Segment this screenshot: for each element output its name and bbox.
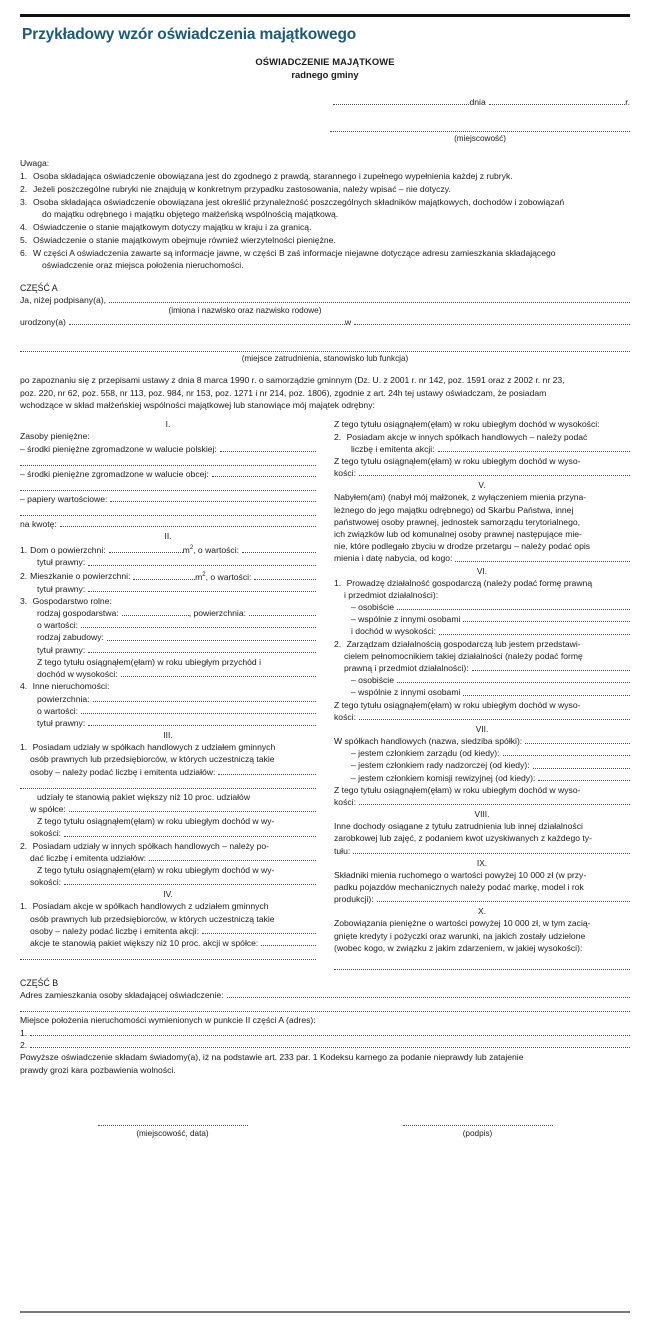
liabilities-line-2: gnięte kredyty i pożyczki oraz warunki, na jakich zostały udzielone — [334, 930, 586, 941]
stocks-item-2-income-label: kości: — [334, 468, 356, 479]
shares-item-2-line-2: dać liczbę i emitenta udziałów: — [30, 852, 147, 863]
amount-input-line[interactable] — [60, 518, 316, 527]
farm-buildings-label: rodzaj zabudowy: — [37, 632, 104, 643]
place-caption: (miejscowość) — [454, 134, 506, 144]
business-income-input-line[interactable] — [439, 626, 630, 635]
farm-buildings-input-line[interactable] — [107, 632, 316, 641]
other-income-input-line[interactable] — [353, 845, 630, 854]
board-member-label: – jestem członkiem zarządu (od kiedy): — [351, 748, 500, 759]
liabilities-input-line[interactable] — [334, 960, 630, 970]
address-row — [20, 989, 630, 1001]
shares-item-2-income-label: sokości: — [30, 877, 62, 888]
note-item — [20, 234, 630, 246]
business-item-1-line-2: i przedmiot działalności): — [344, 589, 439, 600]
shares-item-1-row — [20, 741, 316, 753]
shares-company-row — [20, 803, 316, 815]
acquisition-line-1: Nabyłem(am) (nabył mój małżonek, z wyłączeniem mienia przyna- — [334, 492, 587, 503]
business-mgmt-input-line[interactable] — [472, 662, 630, 671]
cash-foreign-label: – środki pieniężne zgromadzone w walucie obcej: — [20, 468, 209, 479]
stocks-item-2-line-1: Posiadam akcje w innych spółkach handlowych – należy podać — [346, 431, 588, 442]
section-I-line-3 — [20, 493, 316, 505]
employment-input-line[interactable] — [20, 342, 630, 352]
place-row — [330, 122, 630, 143]
signature-block — [20, 1116, 630, 1138]
business-item-2-line-3: prawną i przedmiot działalności): — [344, 662, 469, 673]
stocks-issuer-input-line[interactable] — [202, 925, 316, 934]
audit-member-input-line[interactable] — [538, 772, 630, 781]
note-text — [33, 247, 630, 272]
stocks-item-1-line-3-row — [20, 925, 316, 937]
form-heading-sub: radnego gminy — [291, 69, 359, 80]
name-caption: (imiona i nazwisko oraz nazwisko rodowe) — [168, 306, 322, 316]
flat-unit: $m^2$, o wartości: — [195, 571, 252, 582]
other-income-label: tułu: — [334, 845, 351, 856]
other-area-row — [20, 693, 316, 705]
business-mgmt-jointly-row — [334, 686, 630, 698]
note-text: Oświadczenie o stanie majątkowym dotyczy majątku w kraju i za granicą. — [33, 222, 312, 233]
stocks-item-1-row — [20, 900, 316, 912]
undersigned-row — [20, 294, 630, 306]
signature-place-date — [20, 1116, 325, 1138]
acquisition-line-6: mienia i datę nabycia, od kogo: — [334, 553, 453, 564]
shares-income-label: sokości: — [30, 828, 62, 839]
form-heading-main: OŚWIADCZENIE MAJĄTKOWE — [255, 56, 395, 67]
other-title-input-line[interactable] — [88, 717, 316, 726]
place-name-input-line[interactable] — [330, 122, 630, 132]
shares-item-1-line-4: udziały te stanowią pakiet większy niż 10 proc. udziałów — [37, 791, 251, 802]
business-mgmt-personally-label: – osobiście — [351, 675, 394, 686]
supervisory-member-row — [334, 759, 630, 771]
business-income-row — [334, 625, 630, 637]
board-member-input-line[interactable] — [503, 747, 630, 756]
movables-line-1: Składniki mienia ruchomego o wartości powyżej 10 000 zł (w przy- — [334, 869, 587, 880]
business-item-2-row — [334, 638, 630, 650]
shares-issuer-input-line-2[interactable] — [20, 779, 316, 789]
house-area-input-line[interactable] — [109, 544, 183, 553]
note-text: Oświadczenie o stanie majątkowym obejmuje również wierzytelności pieniężne. — [33, 235, 336, 246]
note-text: Osoba składająca oświadczenie obowiązana jest do zgodnego z prawdą, starannego i zupełnego wypełnienia każdej z rubryk. — [33, 171, 513, 182]
stocks-item-2-number: 2. — [334, 431, 342, 442]
stocks-item-2-income-row — [334, 467, 630, 479]
part-b-block — [20, 978, 630, 1076]
note-text-line2: do majątku odrębnego i majątku objętego małżeńską wspólnością majątkową. — [42, 209, 339, 220]
section-I-numeral: I. — [165, 419, 171, 430]
cash-pln-input-line[interactable] — [220, 443, 316, 452]
flat-title-label: tytuł prawny: — [37, 583, 86, 594]
business-item-2-line-2: cielem pełnomocnikiem takiej działalności (należy podać formę — [344, 650, 583, 661]
note-number: 5. — [20, 235, 28, 246]
section-IV-numeral: IV. — [163, 889, 173, 900]
note-text-line2: oświadczenie oraz miejsca położenia nieruchomości. — [42, 260, 244, 271]
shares-item-1-line-3: osoby – należy podać liczbę i emitenta udziałów: — [30, 766, 216, 777]
acquisition-line-5: nie, które podlegało zbyciu w drodze przetargu – należy podać opis — [334, 541, 591, 552]
location-number-2: 2. — [20, 1039, 28, 1050]
statute-line-3: wchodzące w skład małżeńskiej wspólności majątkowej lub stanowiące mój majątek odrębny: — [20, 400, 375, 411]
year-suffix: r. — [625, 97, 630, 107]
note-number: 3. — [20, 196, 28, 207]
page-title: Przykładowy wzór oświadczenia majątkowego — [22, 26, 357, 43]
farm-income-line-1: Z tego tytułu osiągnąłem(ęłam) w roku ubiegłym przychód i — [37, 656, 262, 667]
stocks-item-2-income-line-1: Z tego tytułu osiągnąłem(ęłam) w roku ubiegłym dochód w wyso- — [334, 455, 581, 466]
house-row — [20, 542, 316, 556]
note-number: 2. — [20, 184, 28, 194]
statute-line-1: po zapoznaniu się z przepisami ustawy z dnia 8 marca 1990 r. o samorządzie gminnym (Dz. U. z 2001 r. nr 142, poz. 1591 oraz z 2002 r. nr 23, — [20, 375, 565, 386]
business-item-2-line-1: Zarządzam działalnością gospodarczą lub jestem przedstawi- — [346, 638, 581, 649]
flat-title-row — [20, 583, 316, 595]
other-property-number: 4. — [20, 681, 28, 692]
shares-item-2-row — [20, 840, 316, 852]
statute-line-2: poz. 220, nr 62, poz. 558, nr 113, poz. 984, nr 153, poz. 1271 i nr 214, poz. 1806), zgodnie z art. 24h tej ustawy oświadczam, że posiadam — [20, 387, 547, 398]
shares-issuer-input-line[interactable] — [218, 766, 316, 775]
business-jointly-label: – wspólnie z innymi osobami — [351, 614, 461, 625]
flat-number: 2. — [20, 571, 28, 582]
stocks-item-2-line-2-row — [334, 443, 630, 455]
acquisition-input-line[interactable] — [455, 553, 630, 562]
location-row-1 — [20, 1027, 630, 1039]
farm-buildings-row — [20, 631, 316, 643]
date-place-block — [20, 96, 630, 143]
stocks-item-1-line-2: osób prawnych lub przedsiębiorców, w których uczestniczą takie — [30, 913, 275, 924]
other-shares-income-input-line[interactable] — [64, 876, 316, 885]
section-I-heading: Zasoby pieniężne: — [20, 431, 90, 442]
other-income-line-1: Inne dochody osiągane z tytułu zatrudnienia lub innej działalności — [334, 821, 583, 832]
other-stocks-issuer-input-line[interactable] — [438, 443, 630, 452]
birthplace-input-line[interactable] — [354, 316, 630, 325]
stocks-item-1-line-1: Posiadam akcje w spółkach handlowych z udziałem gminnych — [32, 901, 269, 912]
house-title-label: tytuł prawny: — [37, 557, 86, 568]
business-jointly-row — [334, 613, 630, 625]
note-number: 4. — [20, 222, 28, 233]
companies-input-line[interactable] — [525, 735, 630, 744]
farm-value-label: o wartości: — [37, 620, 79, 631]
companies-income-input-line[interactable] — [359, 796, 630, 805]
shares-company-input-line[interactable] — [69, 803, 316, 812]
document-page — [0, 14, 650, 1323]
business-mgmt-jointly-input-line[interactable] — [463, 687, 630, 696]
note-text-line1: Osoba składająca oświadczenie obowiązana jest określić przynależność poszczególnych składników majątkowych, dochodów i zobowiązań — [33, 196, 565, 207]
other-value-label: o wartości: — [37, 705, 79, 716]
note-number: 1. — [20, 171, 28, 182]
section-I-line-4 — [20, 518, 316, 530]
other-shares-issuer-input-line[interactable] — [149, 852, 316, 861]
cash-pln-input-line-2[interactable] — [20, 456, 316, 466]
house-number: 1. — [20, 545, 28, 556]
liabilities-line-1: Zobowiązania pieniężne o wartości powyżej 10 000 zł, w tym zacią- — [334, 918, 591, 929]
stocks-item-2-line-2: liczbę i emitenta akcji: — [351, 443, 435, 454]
other-area-input-line[interactable] — [93, 693, 316, 702]
stocks-item-1-line-3: osoby – należy podać liczbę i emitenta akcji: — [30, 925, 200, 936]
movables-label: produkcji): — [334, 894, 374, 905]
shares-item-1-line-2: osób prawnych lub przedsiębiorców, w których uczestniczą takie — [30, 754, 275, 765]
address-label: Adres zamieszkania osoby składającej oświadczenie: — [20, 990, 224, 1001]
flat-row — [20, 569, 316, 583]
place-input-line[interactable] — [333, 96, 469, 105]
house-title-input-line[interactable] — [88, 557, 316, 566]
shares-item-1-number: 1. — [20, 742, 28, 753]
section-III-numeral: III. — [163, 730, 173, 741]
cash-foreign-input-line[interactable] — [212, 468, 316, 477]
note-item — [20, 196, 630, 221]
notes-block — [20, 157, 630, 272]
house-title-row — [20, 556, 316, 568]
section-VIII-numeral: VIII. — [474, 809, 490, 820]
audit-member-row — [334, 772, 630, 784]
other-value-input-line[interactable] — [81, 705, 316, 714]
flat-label: Mieszkanie o powierzchni: — [30, 571, 131, 582]
other-title-row — [20, 717, 316, 729]
born-label: urodzony(a) — [20, 317, 66, 328]
shares-item-1-line-3-row — [20, 766, 316, 778]
house-value-input-line[interactable] — [242, 544, 316, 553]
other-value-row — [20, 705, 316, 717]
shares-item-2-income-row — [20, 876, 316, 888]
shares-income-line-1: Z tego tytułu osiągnąłem(ęłam) w roku ubiegłym dochód w wy- — [37, 816, 275, 827]
shares-item-1-line-1: Posiadam udziały w spółkach handlowych z udziałem gminnych — [32, 742, 276, 753]
board-member-row — [334, 747, 630, 759]
business-mgmt-personally-input-line[interactable] — [397, 674, 630, 683]
companies-row — [334, 735, 630, 747]
section-IX-numeral: IX. — [476, 857, 488, 868]
name-input-line[interactable] — [109, 294, 630, 303]
other-income-line-2: zarobkowej lub zajęć, z podaniem kwot uzyskiwanych z każdego ty- — [334, 833, 592, 844]
farm-income-label: dochód w wysokości: — [37, 669, 118, 680]
companies-label: W spółkach handlowych (nazwa, siedziba spółki): — [334, 736, 523, 746]
note-text-line1: W części A oświadczenia zawarte są informacje jawne, w części B zaś informacje niejawne dotyczące adresu zamieszkania składającego — [33, 248, 556, 259]
securities-input-line-2[interactable] — [20, 506, 316, 516]
location-input-line-2[interactable] — [30, 1039, 630, 1048]
other-income-row — [334, 845, 630, 857]
part-b-label: CZĘŚĆ B — [20, 978, 59, 989]
stocks-item-1-line-4-row — [20, 937, 316, 949]
cash-pln-label: – środki pieniężne zgromadzone w walucie polskiej: — [20, 443, 217, 454]
other-property-heading-row — [20, 680, 316, 692]
note-item — [20, 183, 630, 195]
farm-title-input-line[interactable] — [88, 644, 316, 653]
business-personally-row — [334, 601, 630, 613]
note-text: Jeżeli poszczególne rubryki nie znajdują w konkretnym przypadku zastosowania, należy wpisać – nie dotyczy. — [33, 184, 451, 194]
location-row-2 — [20, 1039, 630, 1051]
date-input-line[interactable] — [489, 96, 625, 105]
bottom-rule — [20, 1311, 630, 1313]
shares-item-2-line-2-row — [20, 852, 316, 864]
top-rule — [20, 14, 630, 17]
signature-input-line[interactable] — [403, 1116, 553, 1126]
business-jointly-input-line[interactable] — [463, 613, 630, 622]
note-number: 6. — [20, 248, 28, 259]
place-date-input-line[interactable] — [98, 1116, 248, 1126]
business-tail-row — [334, 711, 630, 723]
right-column — [326, 418, 630, 972]
section-I-line-1 — [20, 443, 316, 455]
business-personally-label: – osobiście — [351, 601, 394, 612]
stocks-packet-input-line[interactable] — [261, 937, 316, 946]
signature-signature — [325, 1116, 630, 1138]
movables-line-2: padku pojazdów mechanicznych należy podać markę, model i rok — [334, 882, 584, 893]
other-area-label: powierzchnia: — [37, 693, 90, 704]
note-item — [20, 170, 630, 182]
notes-label: Uwaga: — [20, 158, 50, 169]
stocks-income-header: Z tego tytułu osiągnąłem(ęłam) w roku ubiegłym dochód w wysokości: — [334, 419, 600, 430]
shares-item-2-income-line-1: Z tego tytułu osiągnąłem(ęłam) w roku ubiegłym dochód w wy- — [37, 864, 275, 875]
farm-label: Gospodarstwo rolne: — [32, 595, 112, 606]
farm-income-input-line[interactable] — [121, 668, 316, 677]
cash-foreign-input-line-2[interactable] — [20, 481, 316, 491]
business-personally-input-line[interactable] — [397, 601, 630, 610]
business-item-1-line-1: Prowadzę działalność gospodarczą (należy podać formę prawną — [346, 577, 593, 588]
movables-input-line[interactable] — [377, 893, 630, 902]
stocks-packet-input-line-2[interactable] — [20, 950, 316, 960]
section-I-line-2 — [20, 468, 316, 480]
movables-row — [334, 893, 630, 905]
place-date-caption: (miejscowość, data) — [136, 1128, 209, 1138]
note-item — [20, 247, 630, 272]
farm-value-row — [20, 619, 316, 631]
business-mgmt-personally-row — [334, 674, 630, 686]
address-input-line-2[interactable] — [20, 1002, 630, 1012]
business-item-1-number: 1. — [334, 577, 342, 588]
section-VII-numeral: VII. — [475, 724, 489, 734]
business-tail-input-line[interactable] — [359, 711, 630, 720]
farm-type-row — [20, 607, 316, 619]
section-II-numeral: II. — [164, 531, 172, 542]
birthdate-input-line[interactable] — [69, 316, 345, 325]
part-a-label: CZĘŚĆ A — [20, 282, 58, 293]
flat-value-input-line[interactable] — [254, 571, 316, 580]
other-stocks-income-input-line[interactable] — [359, 467, 630, 476]
section-X-numeral: X. — [478, 906, 486, 917]
business-item-1-row — [334, 577, 630, 589]
business-item-2-line-3-row — [334, 662, 630, 674]
business-mgmt-jointly-label: – wspólnie z innymi osobami — [351, 687, 461, 698]
born-row — [20, 316, 630, 328]
amount-label: na kwotę: — [20, 519, 57, 530]
section-V-numeral: V. — [478, 480, 486, 491]
shares-company-label: w spółce: — [30, 803, 66, 814]
signature-caption: (podpis) — [462, 1128, 493, 1138]
statute-paragraph — [20, 374, 630, 411]
securities-input-line[interactable] — [110, 493, 316, 502]
born-in-label: w — [344, 317, 352, 328]
date-row — [330, 96, 630, 108]
shares-item-2-line-1: Posiadam udziały w innych spółkach handlowych – należy po- — [32, 840, 270, 851]
stocks-item-2-row — [334, 431, 630, 443]
business-income-label: i dochód w wysokości: — [351, 626, 437, 637]
audit-member-label: – jestem członkiem komisji rewizyjnej (od kiedy): — [351, 772, 536, 783]
location-label: Miejsce położenia nieruchomości wymienionych w punkcie II części A (adres): — [20, 1015, 316, 1026]
part-a-block — [20, 283, 630, 411]
left-column — [20, 418, 326, 972]
undersigned-label: Ja, niżej podpisany(a), — [20, 294, 106, 305]
flat-title-input-line[interactable] — [88, 583, 316, 592]
two-column-body — [20, 418, 630, 972]
companies-income-row — [334, 796, 630, 808]
stocks-item-1-number: 1. — [20, 901, 28, 912]
note-text — [33, 196, 630, 221]
oath-line-2: prawdy grozi kara pozbawienia wolności. — [20, 1064, 176, 1075]
business-tail-line-1: Z tego tytułu osiągnąłem(ęłam) w roku ubiegłym dochód w wyso- — [334, 699, 581, 710]
location-number-1: 1. — [20, 1027, 28, 1038]
flat-area-input-line[interactable] — [133, 571, 195, 580]
farm-income-row — [20, 668, 316, 680]
stocks-item-1-line-4: akcje te stanowią pakiet większy niż 10 proc. akcji w spółce: — [30, 937, 259, 948]
employment-caption: (miejsce zatrudnienia, stanowisko lub funkcja) — [241, 354, 409, 364]
address-input-line[interactable] — [227, 989, 631, 998]
shares-item-2-number: 2. — [20, 840, 28, 851]
farm-type-input-line[interactable] — [122, 607, 189, 616]
companies-income-label: kości: — [334, 797, 356, 808]
farm-number: 3. — [20, 595, 28, 606]
note-item — [20, 221, 630, 233]
acquisition-line-6-row — [334, 552, 630, 564]
oath-line-1: Powyższe oświadczenie składam świadomy(a), iż na podstawie art. 233 par. 1 Kodeksu karnego za podanie nieprawdy lub zatajenie — [20, 1052, 524, 1063]
farm-title-row — [20, 644, 316, 656]
shares-income-row — [20, 827, 316, 839]
location-input-line-1[interactable] — [30, 1027, 630, 1036]
securities-label: – papiery wartościowe: — [20, 493, 108, 504]
supervisory-member-input-line[interactable] — [533, 760, 630, 769]
house-unit: $m^2$, o wartości: — [182, 545, 240, 556]
acquisition-line-2: leżnego do jego majątku odrębnego) od Skarbu Państwa, innej — [334, 504, 574, 515]
farm-area-label: , powierzchnia: — [188, 608, 247, 619]
acquisition-line-4: ich związków lub od komunalnej osoby prawnej następujące mie- — [334, 528, 582, 539]
farm-title-label: tytuł prawny: — [37, 644, 86, 655]
house-label: Dom o powierzchni: — [30, 545, 106, 556]
shares-income-input-line[interactable] — [64, 828, 316, 837]
farm-area-input-line[interactable] — [249, 607, 316, 616]
other-title-label: tytuł prawny: — [37, 717, 86, 728]
business-item-2-number: 2. — [334, 638, 342, 649]
business-tail-label: kości: — [334, 711, 356, 722]
farm-heading-row — [20, 595, 316, 607]
companies-income-line-1: Z tego tytułu osiągnąłem(ęłam) w roku ubiegłym dochód w wyso- — [334, 784, 581, 795]
farm-type-label: rodzaj gospodarstwa: — [37, 608, 119, 619]
other-property-label: Inne nieruchomości: — [32, 681, 110, 692]
acquisition-line-3: państwowej osoby prawnej, jednostek samorządu terytorialnego, — [334, 516, 581, 527]
dnia-label: dnia — [469, 97, 486, 107]
supervisory-member-label: – jestem członkiem rady nadzorczej (od kiedy): — [351, 760, 530, 771]
liabilities-line-3: (wobec kogo, w związku z jakim zdarzeniem, w jakiej wysokości): — [334, 942, 583, 953]
section-VI-numeral: VI. — [476, 565, 488, 576]
farm-value-input-line[interactable] — [81, 619, 316, 628]
